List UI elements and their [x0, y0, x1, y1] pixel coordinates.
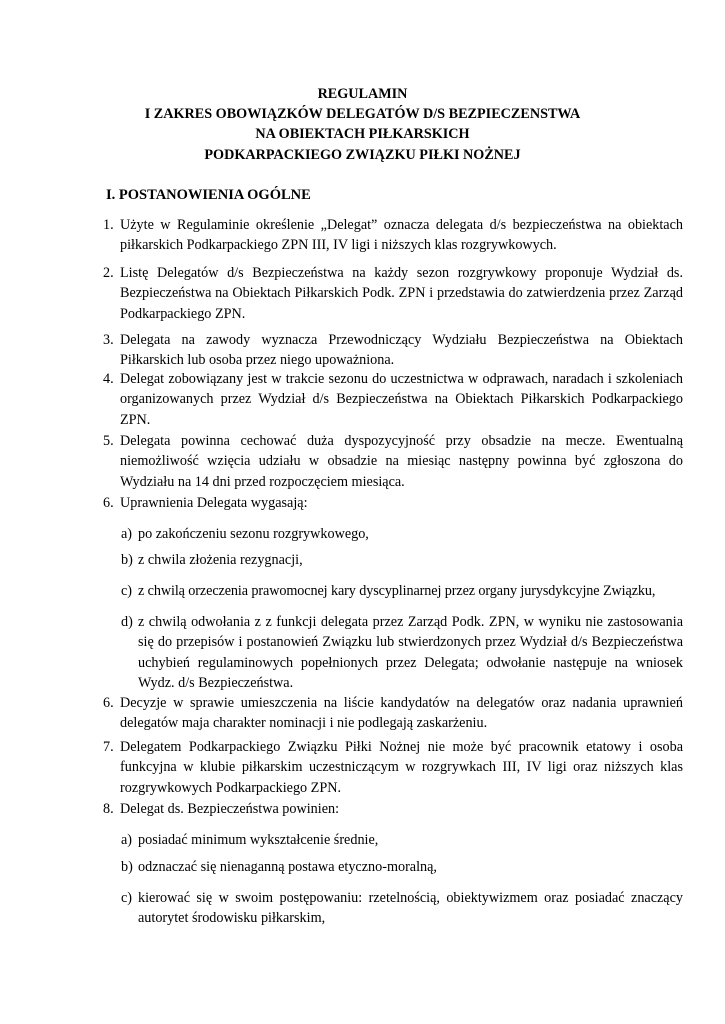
- list-item-6: [103, 493, 683, 513]
- sub-item-8a: [121, 830, 683, 850]
- list-item-text: Listę Delegatów d/s Bezpieczeństwa na każdy sezon rozgrywkowy proponuje Wydział ds. Bezpieczeństwa na Obiektach Piłkarskich Podk. ZPN i przedstawia do zatwierdzenia przez Zarząd Podkarpackiego ZPN.: [120, 265, 683, 322]
- list-item-2: [103, 263, 683, 324]
- list-item-number: 4.: [103, 371, 114, 387]
- sub-item-text: z chwilą odwołania z z funkcji delegata przez Zarząd Podk. ZPN, w wyniku nie zastosowania się do przepisów i postanowień Związku lub stwierdzonych przez Wydział d/s Bezpieczeństwa uchybień regulaminowych popełnionych przez Delegata; odwołanie następuje na wniosek Wydz. d/s Bezpieczeństwa.: [138, 614, 683, 691]
- list-item-text: Delegatem Podkarpackiego Związku Piłki Nożnej nie może być pracownik etatowy i osoba funkcyjna w klubie piłkarskim uczestniczącym w rozgrywkach III, IV ligi oraz niższych klas rozgrywkowych Podkarpackiego ZPN.: [120, 739, 683, 796]
- list-item-text: Delegata powinna cechować duża dyspozycyjność przy obsadzie na mecze. Ewentualną niemożliwość wzięcia udziału w obsadzie na miesiąc następny powinna być zgłoszona do Wydziału na 14 dni przed rozpoczęciem miesiąca.: [120, 433, 683, 490]
- list-item-number: 1.: [103, 217, 114, 233]
- list-item-4: [103, 369, 683, 430]
- list-item-7: [103, 737, 683, 798]
- sub-item-letter: d): [121, 614, 133, 630]
- sub-item-letter: b): [121, 859, 133, 875]
- sub-item-text: z chwila złożenia rezygnacji,: [138, 552, 303, 568]
- list-item-8: [103, 799, 683, 819]
- sub-item-text: odznaczać się nienaganną postawa etyczno-moralną,: [138, 859, 437, 875]
- sub-item-letter: a): [121, 832, 133, 848]
- sub-item-text: z chwilą orzeczenia prawomocnej kary dyscyplinarnej przez organy jurysdykcyjne Związku,: [138, 583, 656, 599]
- list-item-3: [103, 330, 683, 371]
- sub-item-6c: [121, 581, 683, 601]
- title-line-4: PODKARPACKIEGO ZWIĄZKU PIŁKI NOŻNEJ: [204, 147, 521, 163]
- sub-item-8c: [121, 888, 683, 929]
- list-item-text: Delegata na zawody wyznacza Przewodniczący Wydziału Bezpieczeństwa na Obiektach Piłkarskich lub osoba przez niego upoważniona.: [120, 332, 683, 369]
- sub-item-letter: c): [121, 890, 133, 906]
- list-item-number: 6.: [103, 495, 114, 511]
- list-item-6-decisions: [103, 693, 683, 734]
- title-line-1: REGULAMIN: [317, 86, 408, 102]
- title-line-3: NA OBIEKTACH PIŁKARSKICH: [255, 126, 470, 142]
- title-line-2: I ZAKRES OBOWIĄZKÓW DELEGATÓW D/S BEZPIECZENSTWA: [144, 106, 581, 122]
- list-item-number: 7.: [103, 739, 114, 755]
- sub-item-letter: b): [121, 552, 133, 568]
- list-item-5: [103, 431, 683, 492]
- list-item-text: Decyzje w sprawie umieszczenia na liście kandydatów na delegatów oraz nadania uprawnień delegatów maja charakter nominacji i nie podlegają zaskarżeniu.: [120, 695, 683, 732]
- section-heading: I. POSTANOWIENIA OGÓLNE: [106, 187, 311, 203]
- list-item-text: Użyte w Regulaminie określenie „Delegat” oznacza delegata d/s bezpieczeństwa na obiektach piłkarskich Podkarpackiego ZPN III, IV ligi i niższych klas rozgrywkowych.: [120, 217, 683, 254]
- sub-item-text: po zakończeniu sezonu rozgrywkowego,: [138, 526, 369, 542]
- sub-item-6b: [121, 550, 683, 570]
- sub-item-letter: c): [121, 583, 133, 599]
- list-item-text: Delegat zobowiązany jest w trakcie sezonu do uczestnictwa w odprawach, naradach i szkoleniach organizowanych przez Wydział d/s Bezpieczeństwa na Obiektach Piłkarskich Podkarpackiego ZPN.: [120, 371, 683, 428]
- list-item-1: [103, 215, 683, 256]
- list-item-number: 3.: [103, 332, 114, 348]
- list-item-number: 2.: [103, 265, 114, 281]
- list-item-number: 6.: [103, 695, 114, 711]
- sub-item-letter: a): [121, 526, 133, 542]
- sub-item-6d: [121, 612, 683, 693]
- sub-item-text: kierować się w swoim postępowaniu: rzetelnością, obiektywizmem oraz posiadać znaczący autorytet środowisku piłkarskim,: [138, 890, 683, 927]
- sub-item-text: posiadać minimum wykształcenie średnie,: [138, 832, 379, 848]
- list-item-text: Uprawnienia Delegata wygasają:: [120, 495, 308, 511]
- list-item-number: 8.: [103, 801, 114, 817]
- list-item-number: 5.: [103, 433, 114, 449]
- sub-item-8b: [121, 857, 683, 877]
- list-item-text: Delegat ds. Bezpieczeństwa powinien:: [120, 801, 340, 817]
- sub-item-6a: [121, 524, 683, 544]
